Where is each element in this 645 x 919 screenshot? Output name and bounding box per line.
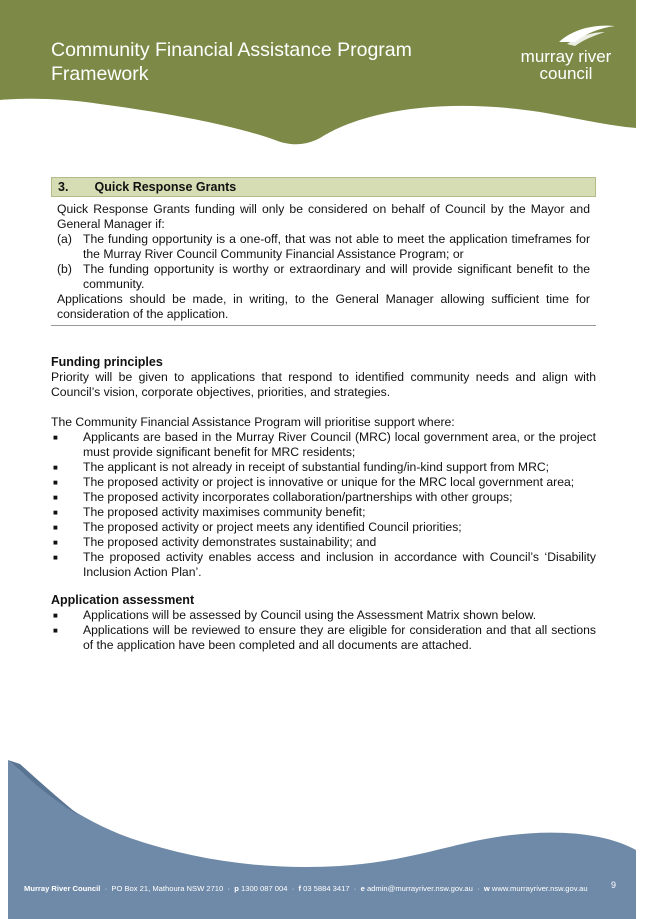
river-swoosh-icon: [507, 20, 625, 50]
bullet-item: [51, 490, 596, 505]
bullet-item: [51, 550, 596, 580]
bullet-text: The applicant is not already in receipt of substantial funding/in-kind support from MRC;: [83, 460, 550, 474]
footer-separator: ·: [104, 884, 108, 893]
bullet-item: [51, 505, 596, 520]
list-label: (a): [57, 232, 72, 246]
section-number: 3.: [58, 180, 69, 194]
bullet-icon: ■: [53, 463, 58, 472]
footer-email-link[interactable]: admin@murrayriver.nsw.gov.au: [366, 884, 473, 893]
bullet-text: The proposed activity demonstrates sustainability; and: [83, 535, 377, 549]
council-logo: [507, 20, 625, 90]
bullet-icon: ■: [53, 538, 58, 547]
bullet-icon: ■: [53, 478, 58, 487]
section-title: Quick Response Grants: [94, 180, 237, 194]
footer-web-link[interactable]: www.murrayriver.nsw.gov.au: [491, 884, 588, 893]
bullet-icon: ■: [53, 493, 58, 502]
page-number: 9: [611, 880, 617, 890]
footer-separator: ·: [477, 884, 480, 893]
footer-separator: ·: [227, 884, 231, 893]
bullet-icon: ■: [53, 508, 58, 517]
footer-separator: ·: [291, 884, 295, 893]
section-box: [51, 197, 596, 326]
logo-text-line1: murray river: [520, 47, 612, 66]
bullet-item: [51, 623, 596, 653]
bullet-item: [51, 520, 596, 535]
section-closing: Applications should be made, in writing, to the General Manager allowing sufficient time for consideration of the application.: [57, 292, 590, 321]
section-intro: Quick Response Grants funding will only be considered on behalf of Council by the Mayor and General Manager if:: [57, 202, 590, 231]
list-text: The funding opportunity is worthy or extraordinary and will provide significant benefit to the community.: [83, 262, 590, 291]
footer-fax-label: f: [298, 884, 301, 893]
funding-intro: The Community Financial Assistance Program will prioritise support where:: [51, 415, 455, 429]
funding-heading: Funding principles: [51, 355, 163, 369]
footer-separator: ·: [353, 884, 357, 893]
bullet-text: Applicants are based in the Murray River Council (MRC) local government area, or the project must provide significant benefit for MRC residents;: [83, 430, 596, 459]
bullet-text: The proposed activity maximises community benefit;: [83, 505, 366, 519]
funding-para: Priority will be given to applications that respond to identified community needs and align with Council’s vision, corporate objectives, priorities, and strategies.: [51, 370, 596, 399]
footer-web-label: w: [483, 884, 490, 893]
list-text: The funding opportunity is a one-off, that was not able to meet the application timeframes for the Murray River Council Community Financial Assistance Program; or: [83, 232, 590, 261]
bullet-text: The proposed activity or project is innovative or unique for the MRC local government area;: [83, 475, 575, 489]
bullet-icon: ■: [53, 553, 58, 562]
footer-contact: [24, 884, 588, 893]
bullet-text: Applications will be assessed by Council using the Assessment Matrix shown below.: [83, 608, 537, 622]
bullet-icon: ■: [53, 611, 58, 620]
bullet-text: The proposed activity incorporates collaboration/partnerships with other groups;: [83, 490, 513, 504]
bullet-item: [51, 535, 596, 550]
footer-phone-label: p: [234, 884, 239, 893]
assessment-heading: Application assessment: [51, 593, 195, 607]
bullet-icon: ■: [53, 433, 58, 442]
page-content: [51, 177, 596, 653]
footer-org: Murray River Council: [24, 884, 101, 893]
bullet-text: Applications will be reviewed to ensure they are eligible for consideration and that all sections of the application have been completed and all documents are attached.: [83, 623, 596, 652]
footer-address: PO Box 21, Mathoura NSW 2710: [111, 884, 224, 893]
bullet-item: [51, 608, 596, 623]
section-heading: [51, 177, 596, 197]
bullet-text: The proposed activity or project meets any identified Council priorities;: [83, 520, 462, 534]
bullet-item: [51, 460, 596, 475]
bullet-item: [51, 430, 596, 460]
bullet-item: [51, 475, 596, 490]
bullet-icon: ■: [53, 626, 58, 635]
list-label: (b): [57, 262, 72, 276]
list-item: [57, 262, 590, 292]
document-title: Community Financial Assistance Program Framework: [51, 39, 412, 85]
list-item: [57, 232, 590, 262]
bullet-icon: ■: [53, 523, 58, 532]
footer-email-label: e: [360, 884, 365, 893]
logo-text-line2: council: [539, 64, 593, 83]
bullet-text: The proposed activity enables access and inclusion in accordance with Council’s ‘Disability Inclusion Action Plan’.: [83, 550, 596, 579]
footer-phone[interactable]: 1300 087 004: [241, 884, 288, 893]
footer-fax: 03 5884 3417: [303, 884, 350, 893]
